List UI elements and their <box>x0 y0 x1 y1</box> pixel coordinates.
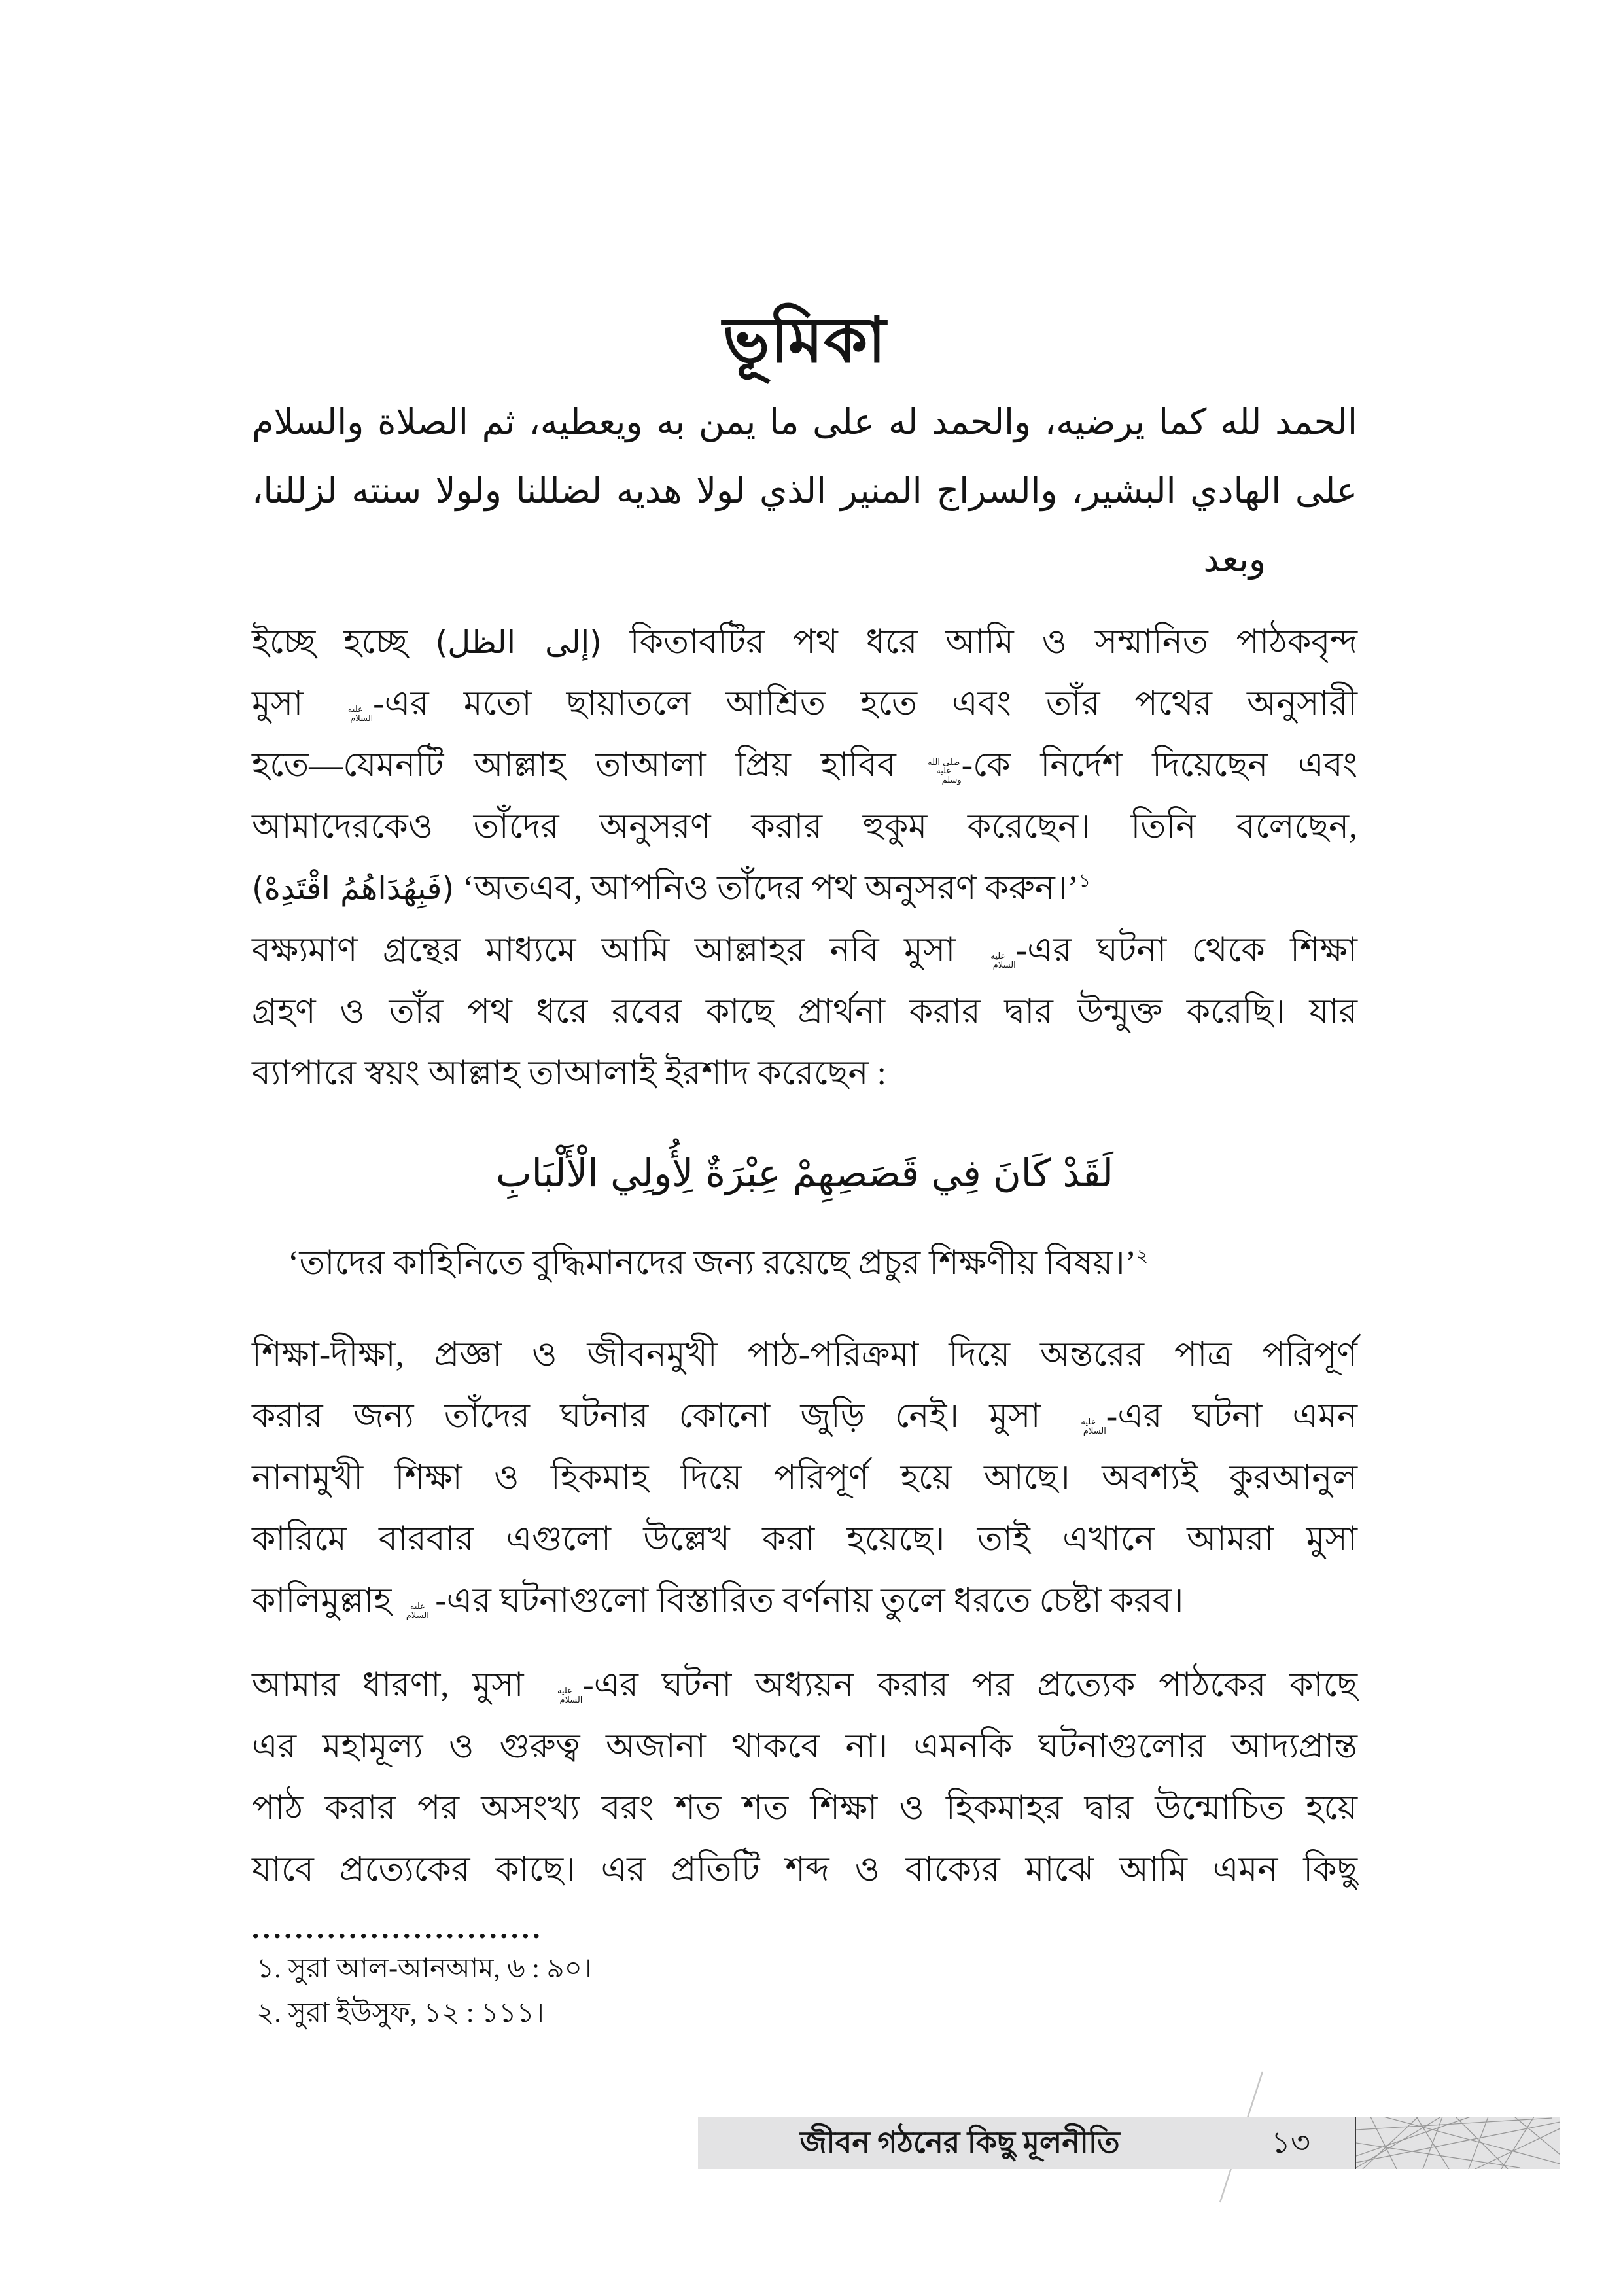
text-run: মুসা <box>252 685 338 722</box>
footnote-1: ১. সুরা আল-আনআম, ৬ : ৯০। <box>256 1954 592 1984</box>
text-line <box>252 1043 1357 1104</box>
corner-lines-decoration-icon <box>1356 2117 1560 2169</box>
text-line <box>288 1233 1357 1294</box>
text-run: -এর ঘটনা এমন <box>1106 1398 1357 1435</box>
text-run: হতে—যেমনটি আল্লাহ তাআলা প্রিয় হাবিব <box>252 747 926 784</box>
text-run: আমার ধারণা, মুসা <box>252 1667 548 1704</box>
text-run: -এর ঘটনাগুলো বিস্তারিত বর্ণনায় তুলে ধরতে চেষ্টা করব। <box>435 1582 1184 1619</box>
footnote-separator: ........................... <box>252 1911 544 1945</box>
quran-verse: لَقَدْ كَانَ فِي قَصَصِهِمْ عِبْرَةٌ لِأُولِي الْأَلْبَابِ <box>496 1151 1113 1195</box>
paragraph-1 <box>252 612 1357 919</box>
text-line <box>252 796 1357 858</box>
honorific-mark-icon: عليه السلام <box>990 951 1016 970</box>
text-run: কিতাবটির পথ ধরে আমি ও সম্মানিত পাঠকবৃন্দ <box>601 624 1357 661</box>
text-run: কালিমুল্লাহ <box>252 1582 400 1619</box>
text-run: করার জন্য তাঁদের ঘটনার কোনো জুড়ি নেই। মুসা <box>252 1398 1071 1435</box>
paragraph-3 <box>252 1324 1357 1632</box>
text-line <box>252 1778 1357 1839</box>
text-run: যাবে প্রত্যেকের কাছে। এর প্রতিটি শব্দ ও বাক্যের মাঝে আমি এমন কিছু <box>252 1851 1357 1888</box>
text-line <box>252 1509 1357 1570</box>
text-run: বক্ষ্যমাণ গ্রন্থের মাধ্যমে আমি আল্লাহর নবি মুসা <box>252 932 981 969</box>
text-run: পাঠ করার পর অসংখ্য বরং শত শত শিক্ষা ও হিকমাহর দ্বার উন্মোচিত হয়ে <box>252 1790 1357 1827</box>
text-line <box>252 735 1357 796</box>
text-line <box>252 920 1357 981</box>
text-run: ‘তাদের কাহিনিতে বুদ্ধিমানদের জন্য রয়েছে প্রচুর শিক্ষণীয় বিষয়।’ <box>288 1245 1136 1282</box>
paragraph-2 <box>252 920 1357 1104</box>
text-run: এর মহামূল্য ও গুরুত্ব অজানা থাকবে না। এমনকি ঘটনাগুলোর আদ্যপ্রান্ত <box>252 1728 1357 1765</box>
footnote-2: ২. সুরা ইউসুফ, ১২ : ১১১। <box>256 1998 544 2028</box>
footer-bar <box>698 2117 1560 2169</box>
footnote-ref: ২ <box>1136 1246 1149 1267</box>
text-run: আমাদেরকেও তাঁদের অনুসরণ করার হুকুম করেছেন। তিনি বলেছেন, <box>252 808 1357 845</box>
text-line <box>252 1839 1357 1901</box>
verse-translation <box>252 1233 1357 1294</box>
footer-book-title: জীবন গঠনের কিছু মূলনীতি <box>799 2126 1120 2159</box>
text-line <box>252 1386 1357 1447</box>
honorific-mark-icon: صلى الله عليه وسلم <box>928 757 962 785</box>
arabic-line: الحمد لله كما يرضيه، والحمد له على ما يمن به ويعطيه، ثم الصلاة والسلام <box>252 401 1357 442</box>
text-line <box>252 1716 1357 1778</box>
footer-page-number: ১৩ <box>1271 2126 1310 2159</box>
text-run: ব্যাপারে স্বয়ং আল্লাহ তাআলাই ইরশাদ করেছেন : <box>252 1055 886 1092</box>
text-line <box>252 673 1357 735</box>
text-run: -এর ঘটনা অধ্যয়ন করার পর প্রত্যেক পাঠকের কাছে <box>582 1667 1357 1704</box>
text-line <box>252 1324 1357 1386</box>
honorific-mark-icon: عليه السلام <box>347 705 374 724</box>
text-run: ‘অতএব, আপনিও তাঁদের পথ অনুসরণ করুন।’ <box>454 870 1079 907</box>
text-line <box>252 981 1357 1043</box>
arabic-inline: (إلى الظل) <box>435 624 602 661</box>
arabic-line: وبعد <box>1203 539 1266 580</box>
text-line <box>252 1570 1357 1632</box>
text-run: -এর মতো ছায়াতলে আশ্রিত হতে এবং তাঁর পথের অনুসারী <box>373 685 1357 722</box>
arabic-inline: (فَبِهُدَاهُمُ اقْتَدِهْ) <box>252 870 455 907</box>
text-line <box>252 1655 1357 1716</box>
text-run: শিক্ষা-দীক্ষা, প্রজ্ঞা ও জীবনমুখী পাঠ-পরিক্রমা দিয়ে অন্তরের পাত্র পরিপূর্ণ <box>252 1336 1357 1373</box>
footnote-ref: ১ <box>1078 871 1091 892</box>
text-run: ইচ্ছে হচ্ছে <box>252 624 436 661</box>
text-run: কারিমে বারবার এগুলো উল্লেখ করা হয়েছে। তাই এখানে আমরা মুসা <box>252 1521 1357 1558</box>
arabic-opening-dua <box>252 387 1357 593</box>
honorific-mark-icon: عليه السلام <box>1081 1417 1106 1436</box>
honorific-mark-icon: عليه السلام <box>557 1686 583 1705</box>
text-line <box>252 858 1357 919</box>
honorific-mark-icon: عليه السلام <box>406 1602 429 1621</box>
chapter-title: ভূমিকা <box>722 306 887 376</box>
text-run: নানামুখী শিক্ষা ও হিকমাহ দিয়ে পরিপূর্ণ হয়ে আছে। অবশ্যই কুরআনুল <box>252 1459 1357 1496</box>
text-line <box>252 612 1357 673</box>
text-run: -কে নির্দেশ দিয়েছেন এবং <box>961 747 1357 784</box>
arabic-line: على الهادي البشير، والسراج المنير الذي لولا هديه لضللنا ولولا سنته لزللنا، <box>252 470 1357 511</box>
text-line <box>252 1447 1357 1509</box>
paragraph-4 <box>252 1655 1357 1901</box>
text-run: গ্রহণ ও তাঁর পথ ধরে রবের কাছে প্রার্থনা করার দ্বার উন্মুক্ত করেছি। যার <box>252 993 1357 1031</box>
text-run: -এর ঘটনা থেকে শিক্ষা <box>1015 932 1357 969</box>
